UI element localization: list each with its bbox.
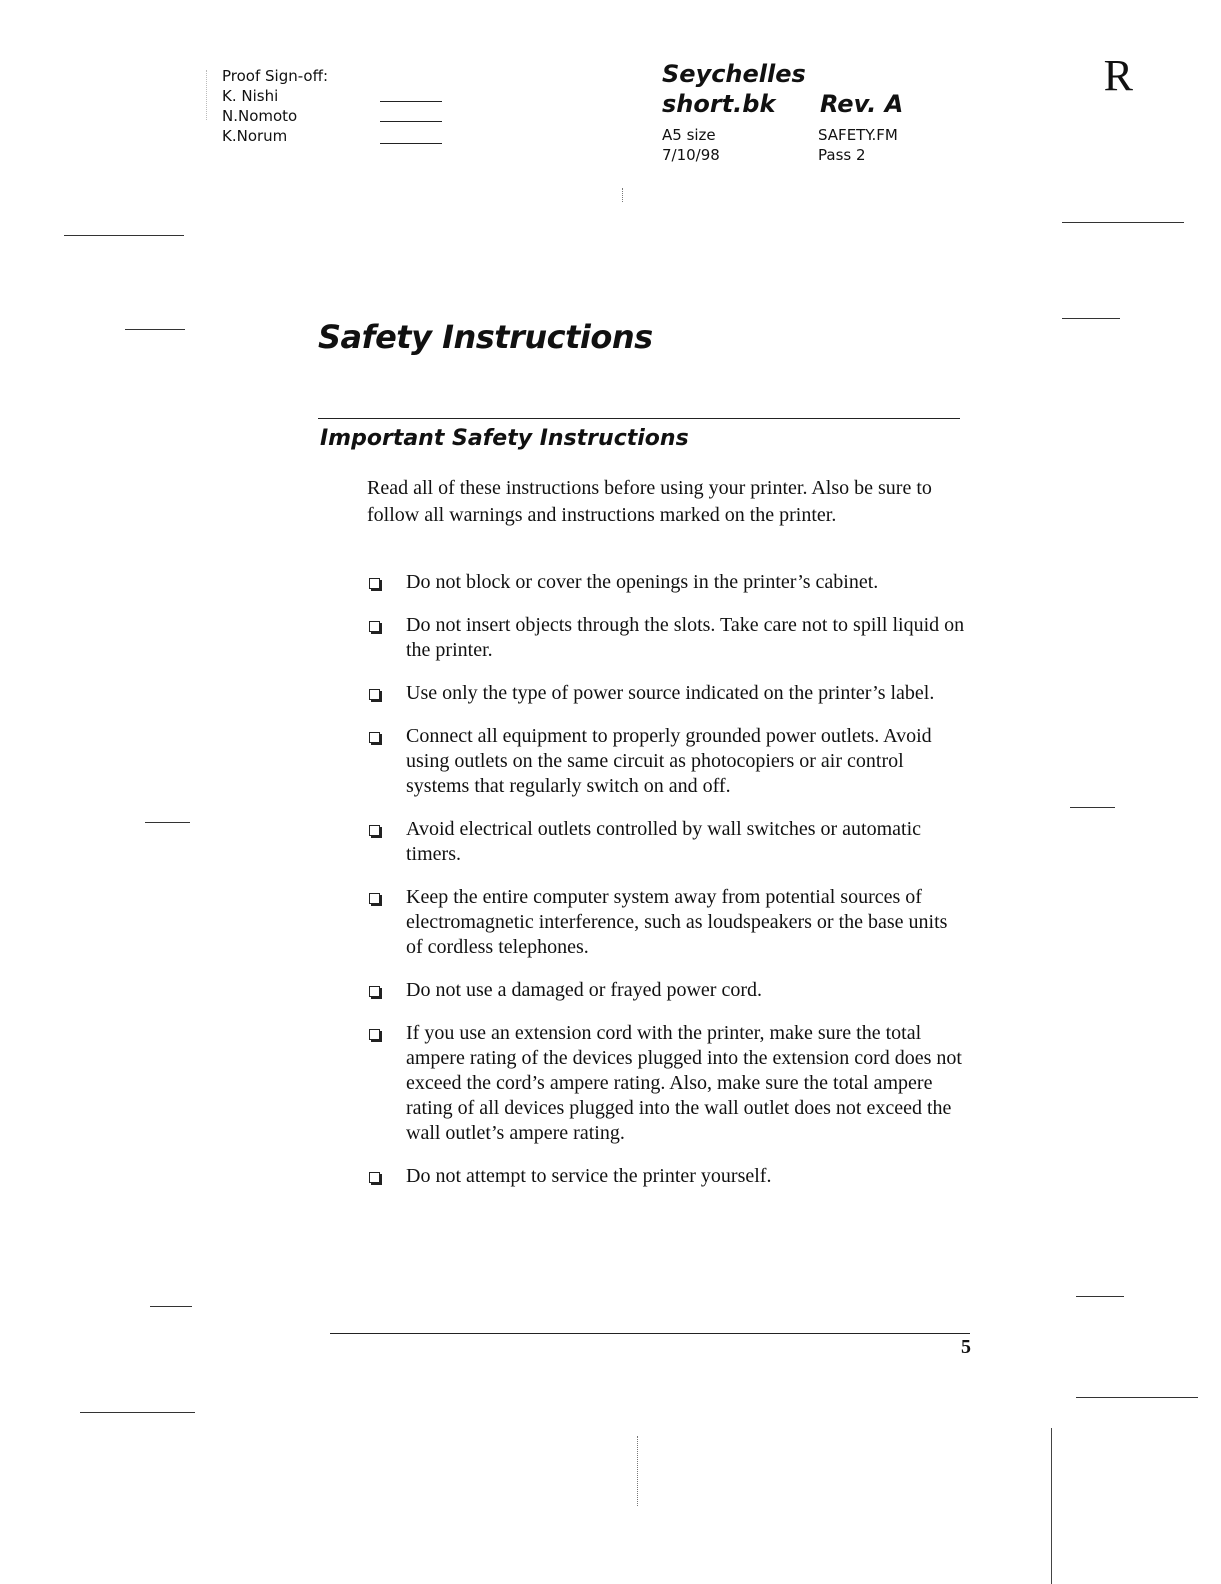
crop-mark-right — [1062, 318, 1120, 319]
section-rule — [318, 418, 960, 419]
list-item-text: Do not use a damaged or frayed power cord. — [406, 979, 762, 1001]
proof-name: K. Nishi — [222, 87, 279, 105]
list-item — [366, 817, 966, 867]
crop-mark-right — [1076, 1296, 1124, 1297]
list-item — [366, 681, 966, 706]
date: 7/10/98 — [662, 146, 720, 164]
checkbox-bullet-icon — [369, 578, 380, 589]
checkbox-bullet-icon — [369, 689, 380, 700]
list-item — [366, 613, 966, 663]
crop-mark-left — [64, 235, 184, 236]
list-item-text: Do not attempt to service the printer yourself. — [406, 1165, 772, 1187]
crop-mark-left — [150, 1306, 192, 1307]
book-file: short.bk — [662, 90, 776, 118]
margin-dotted-line — [206, 70, 207, 120]
center-tick-bottom — [637, 1436, 638, 1506]
pass-number: Pass 2 — [818, 146, 866, 164]
crop-mark-left — [125, 329, 185, 330]
list-item — [366, 570, 966, 595]
footer-rule — [330, 1333, 970, 1334]
list-item — [366, 1021, 966, 1146]
safety-list — [366, 570, 966, 1207]
checkbox-bullet-icon — [369, 986, 380, 997]
list-item-text: Use only the type of power source indicated on the printer’s label. — [406, 682, 935, 704]
crop-mark-right — [1062, 222, 1184, 223]
list-item-text: Do not block or cover the openings in the printer’s cabinet. — [406, 571, 879, 593]
list-item-text: Keep the entire computer system away from potential sources of electromagnetic interference, such as loudspeakers or the base units of cordless telephones. — [406, 886, 948, 958]
book-title: Seychelles — [662, 60, 806, 88]
checkbox-bullet-icon — [369, 825, 380, 836]
file-name: SAFETY.FM — [818, 126, 898, 144]
signature-line — [380, 121, 442, 122]
proof-name: N.Nomoto — [222, 107, 298, 125]
revision-label: Rev. A — [820, 90, 904, 118]
list-item-text: Do not insert objects through the slots. Take care not to spill liquid on the printer. — [406, 614, 965, 661]
intro-paragraph: Read all of these instructions before using your printer. Also be sure to follow all warnings and instructions marked on the printer. — [367, 477, 932, 526]
section-heading: Important Safety Instructions — [320, 426, 689, 451]
proof-heading: Proof Sign-off: — [222, 67, 328, 85]
list-item — [366, 1164, 966, 1189]
list-item — [366, 978, 966, 1003]
checkbox-bullet-icon — [369, 1029, 380, 1040]
list-item-text: Avoid electrical outlets controlled by wall switches or automatic timers. — [406, 818, 922, 865]
crop-mark-right — [1070, 807, 1115, 808]
checkbox-bullet-icon — [369, 1172, 380, 1183]
page-title: Safety Instructions — [318, 318, 653, 356]
crop-mark-right — [1076, 1397, 1198, 1398]
page-size: A5 size — [662, 126, 716, 144]
list-item — [366, 724, 966, 799]
crop-mark-vertical — [1051, 1428, 1052, 1584]
crop-mark-left — [80, 1412, 195, 1413]
signature-line — [380, 101, 442, 102]
corner-letter: R — [1103, 51, 1133, 100]
checkbox-bullet-icon — [369, 893, 380, 904]
proof-signoff — [222, 66, 328, 146]
list-item-text: If you use an extension cord with the printer, make sure the total ampere rating of the devices plugged into the extension cord does not exceed the cord’s ampere rating. Also, make sure the total ampere rating of all devices plugged into the wall outlet does not exceed the wall outlet’s ampere rating. — [406, 1022, 962, 1144]
list-item — [366, 885, 966, 960]
list-item-text: Connect all equipment to properly grounded power outlets. Avoid using outlets on the same circuit as photocopiers or air control systems that regularly switch on and off. — [406, 725, 932, 797]
checkbox-bullet-icon — [369, 732, 380, 743]
crop-mark-left — [145, 822, 190, 823]
page-number: 5 — [961, 1336, 971, 1358]
proof-name: K.Norum — [222, 127, 288, 145]
center-tick — [622, 188, 623, 202]
checkbox-bullet-icon — [369, 621, 380, 632]
signature-line — [380, 143, 442, 144]
